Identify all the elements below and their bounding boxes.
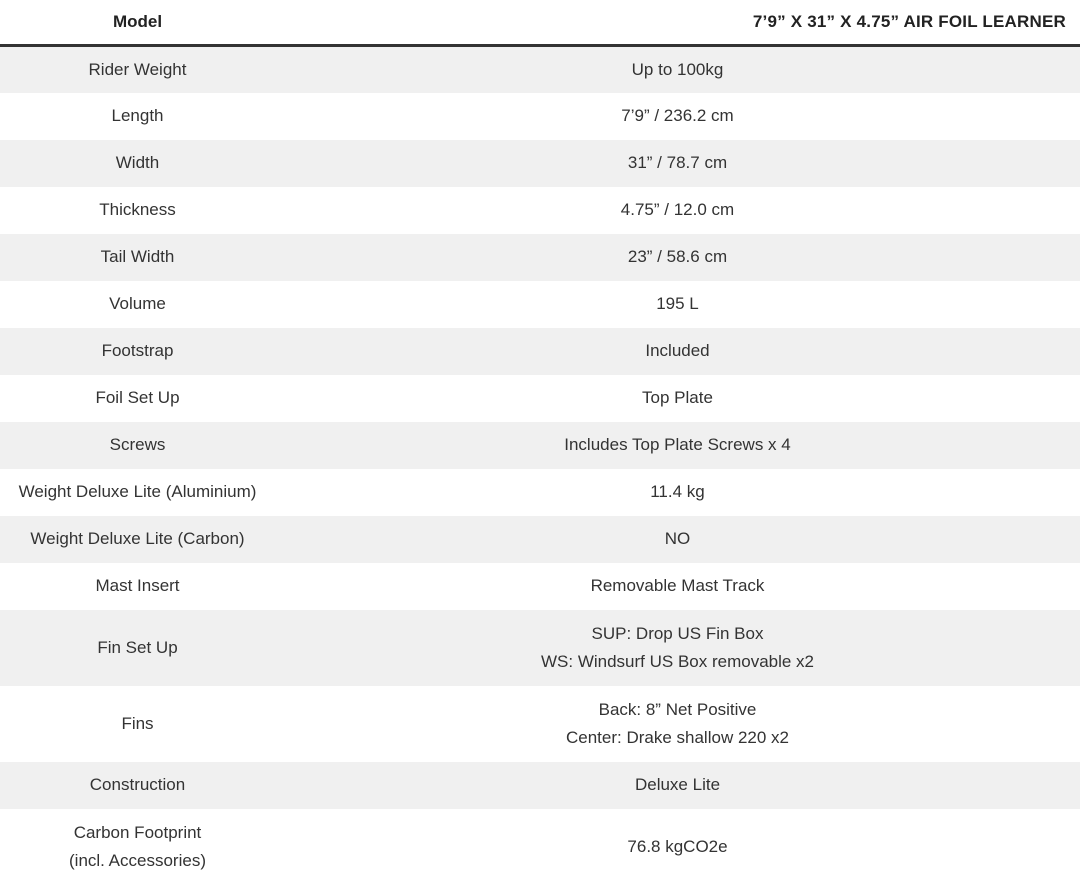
- spec-value-text: Deluxe Lite: [634, 775, 721, 794]
- spec-label: [0, 46, 275, 93]
- spec-value: [275, 809, 1080, 885]
- spec-value-text: SUP: Drop US Fin Box: [591, 623, 764, 643]
- spec-value-text: 195 L: [656, 294, 699, 313]
- spec-label: [0, 516, 275, 563]
- table-row: [0, 686, 1080, 762]
- spec-value-text: Back: 8” Net Positive: [598, 699, 757, 719]
- spec-value: [275, 516, 1080, 563]
- spec-value-text: Removable Mast Track: [590, 576, 765, 595]
- spec-value-text: Top Plate: [642, 388, 713, 407]
- spec-label: [0, 375, 275, 422]
- spec-label: [0, 686, 275, 762]
- spec-label-text: Width: [115, 153, 160, 172]
- spec-label: [0, 187, 275, 234]
- table-row: [0, 516, 1080, 563]
- spec-value: [275, 93, 1080, 140]
- table-row: [0, 140, 1080, 187]
- spec-value: [275, 610, 1080, 686]
- spec-label: [0, 469, 275, 516]
- table-row: [0, 563, 1080, 610]
- spec-value-text: 4.75” / 12.0 cm: [620, 200, 735, 219]
- spec-value: [275, 686, 1080, 762]
- spec-value-text: NO: [664, 529, 691, 548]
- spec-value: [275, 375, 1080, 422]
- spec-label: [0, 809, 275, 885]
- spec-value: [275, 762, 1080, 809]
- table-row: [0, 809, 1080, 885]
- spec-value: [275, 140, 1080, 187]
- spec-value: [275, 46, 1080, 93]
- spec-value-text: Included: [645, 341, 710, 360]
- spec-label-text: Rider Weight: [88, 59, 187, 79]
- spec-label: [0, 281, 275, 328]
- spec-label-text: Volume: [109, 294, 166, 313]
- spec-label-text: Tail Width: [100, 247, 175, 266]
- spec-label-text: Weight Deluxe Lite (Aluminium): [18, 482, 257, 501]
- spec-value: [275, 281, 1080, 328]
- table-row: [0, 187, 1080, 234]
- spec-value-text: 11.4 kg: [650, 482, 705, 501]
- table-row: [0, 281, 1080, 328]
- spec-value: [275, 563, 1080, 610]
- spec-label-text: Screws: [109, 435, 166, 454]
- spec-label: [0, 93, 275, 140]
- spec-label: [0, 328, 275, 375]
- spec-value-text: 7’9” / 236.2 cm: [621, 106, 734, 125]
- spec-label: [0, 610, 275, 686]
- spec-value-text: 23” / 58.6 cm: [627, 247, 728, 266]
- spec-label: [0, 234, 275, 281]
- spec-label-text: Length: [111, 106, 164, 125]
- spec-rows: [0, 46, 1080, 885]
- spec-label-text: Construction: [89, 775, 186, 794]
- spec-label: [0, 563, 275, 610]
- spec-label: [0, 762, 275, 809]
- spec-label-text: Footstrap: [101, 341, 174, 360]
- spec-value-text: Includes Top Plate Screws x 4: [564, 435, 791, 454]
- spec-label-text: Fins: [121, 713, 154, 733]
- spec-label: [0, 422, 275, 469]
- spec-value-text: Up to 100kg: [631, 59, 724, 79]
- spec-value-text: 31” / 78.7 cm: [627, 153, 728, 172]
- spec-value-text: Center: Drake shallow 220 x2: [565, 727, 789, 747]
- spec-value: [275, 187, 1080, 234]
- table-row: [0, 46, 1080, 93]
- header-model: Model: [0, 0, 275, 46]
- spec-label-text: Weight Deluxe Lite (Carbon): [30, 529, 245, 548]
- spec-label-text: Fin Set Up: [97, 637, 178, 657]
- spec-value-text: 76.8 kgCO2e: [627, 836, 728, 856]
- spec-label-text: Thickness: [99, 200, 176, 219]
- table-row: [0, 762, 1080, 809]
- spec-value-text: WS: Windsurf US Box removable x2: [540, 651, 815, 671]
- spec-label-text: (incl. Accessories): [69, 850, 206, 870]
- spec-label-text: Carbon Footprint: [73, 822, 202, 842]
- table-row: [0, 234, 1080, 281]
- table-row: [0, 93, 1080, 140]
- spec-value: [275, 422, 1080, 469]
- spec-value: [275, 234, 1080, 281]
- spec-label: [0, 140, 275, 187]
- spec-value: [275, 328, 1080, 375]
- spec-value: [275, 469, 1080, 516]
- header-row: [0, 0, 1080, 46]
- table-row: [0, 375, 1080, 422]
- table-row: [0, 422, 1080, 469]
- spec-label-text: Foil Set Up: [95, 388, 180, 407]
- spec-label-text: Mast Insert: [95, 576, 180, 595]
- table-row: [0, 469, 1080, 516]
- header-model-name: 7’9” X 31” X 4.75” AIR FOIL LEARNER: [275, 0, 1080, 46]
- table-row: [0, 328, 1080, 375]
- table-row: [0, 610, 1080, 686]
